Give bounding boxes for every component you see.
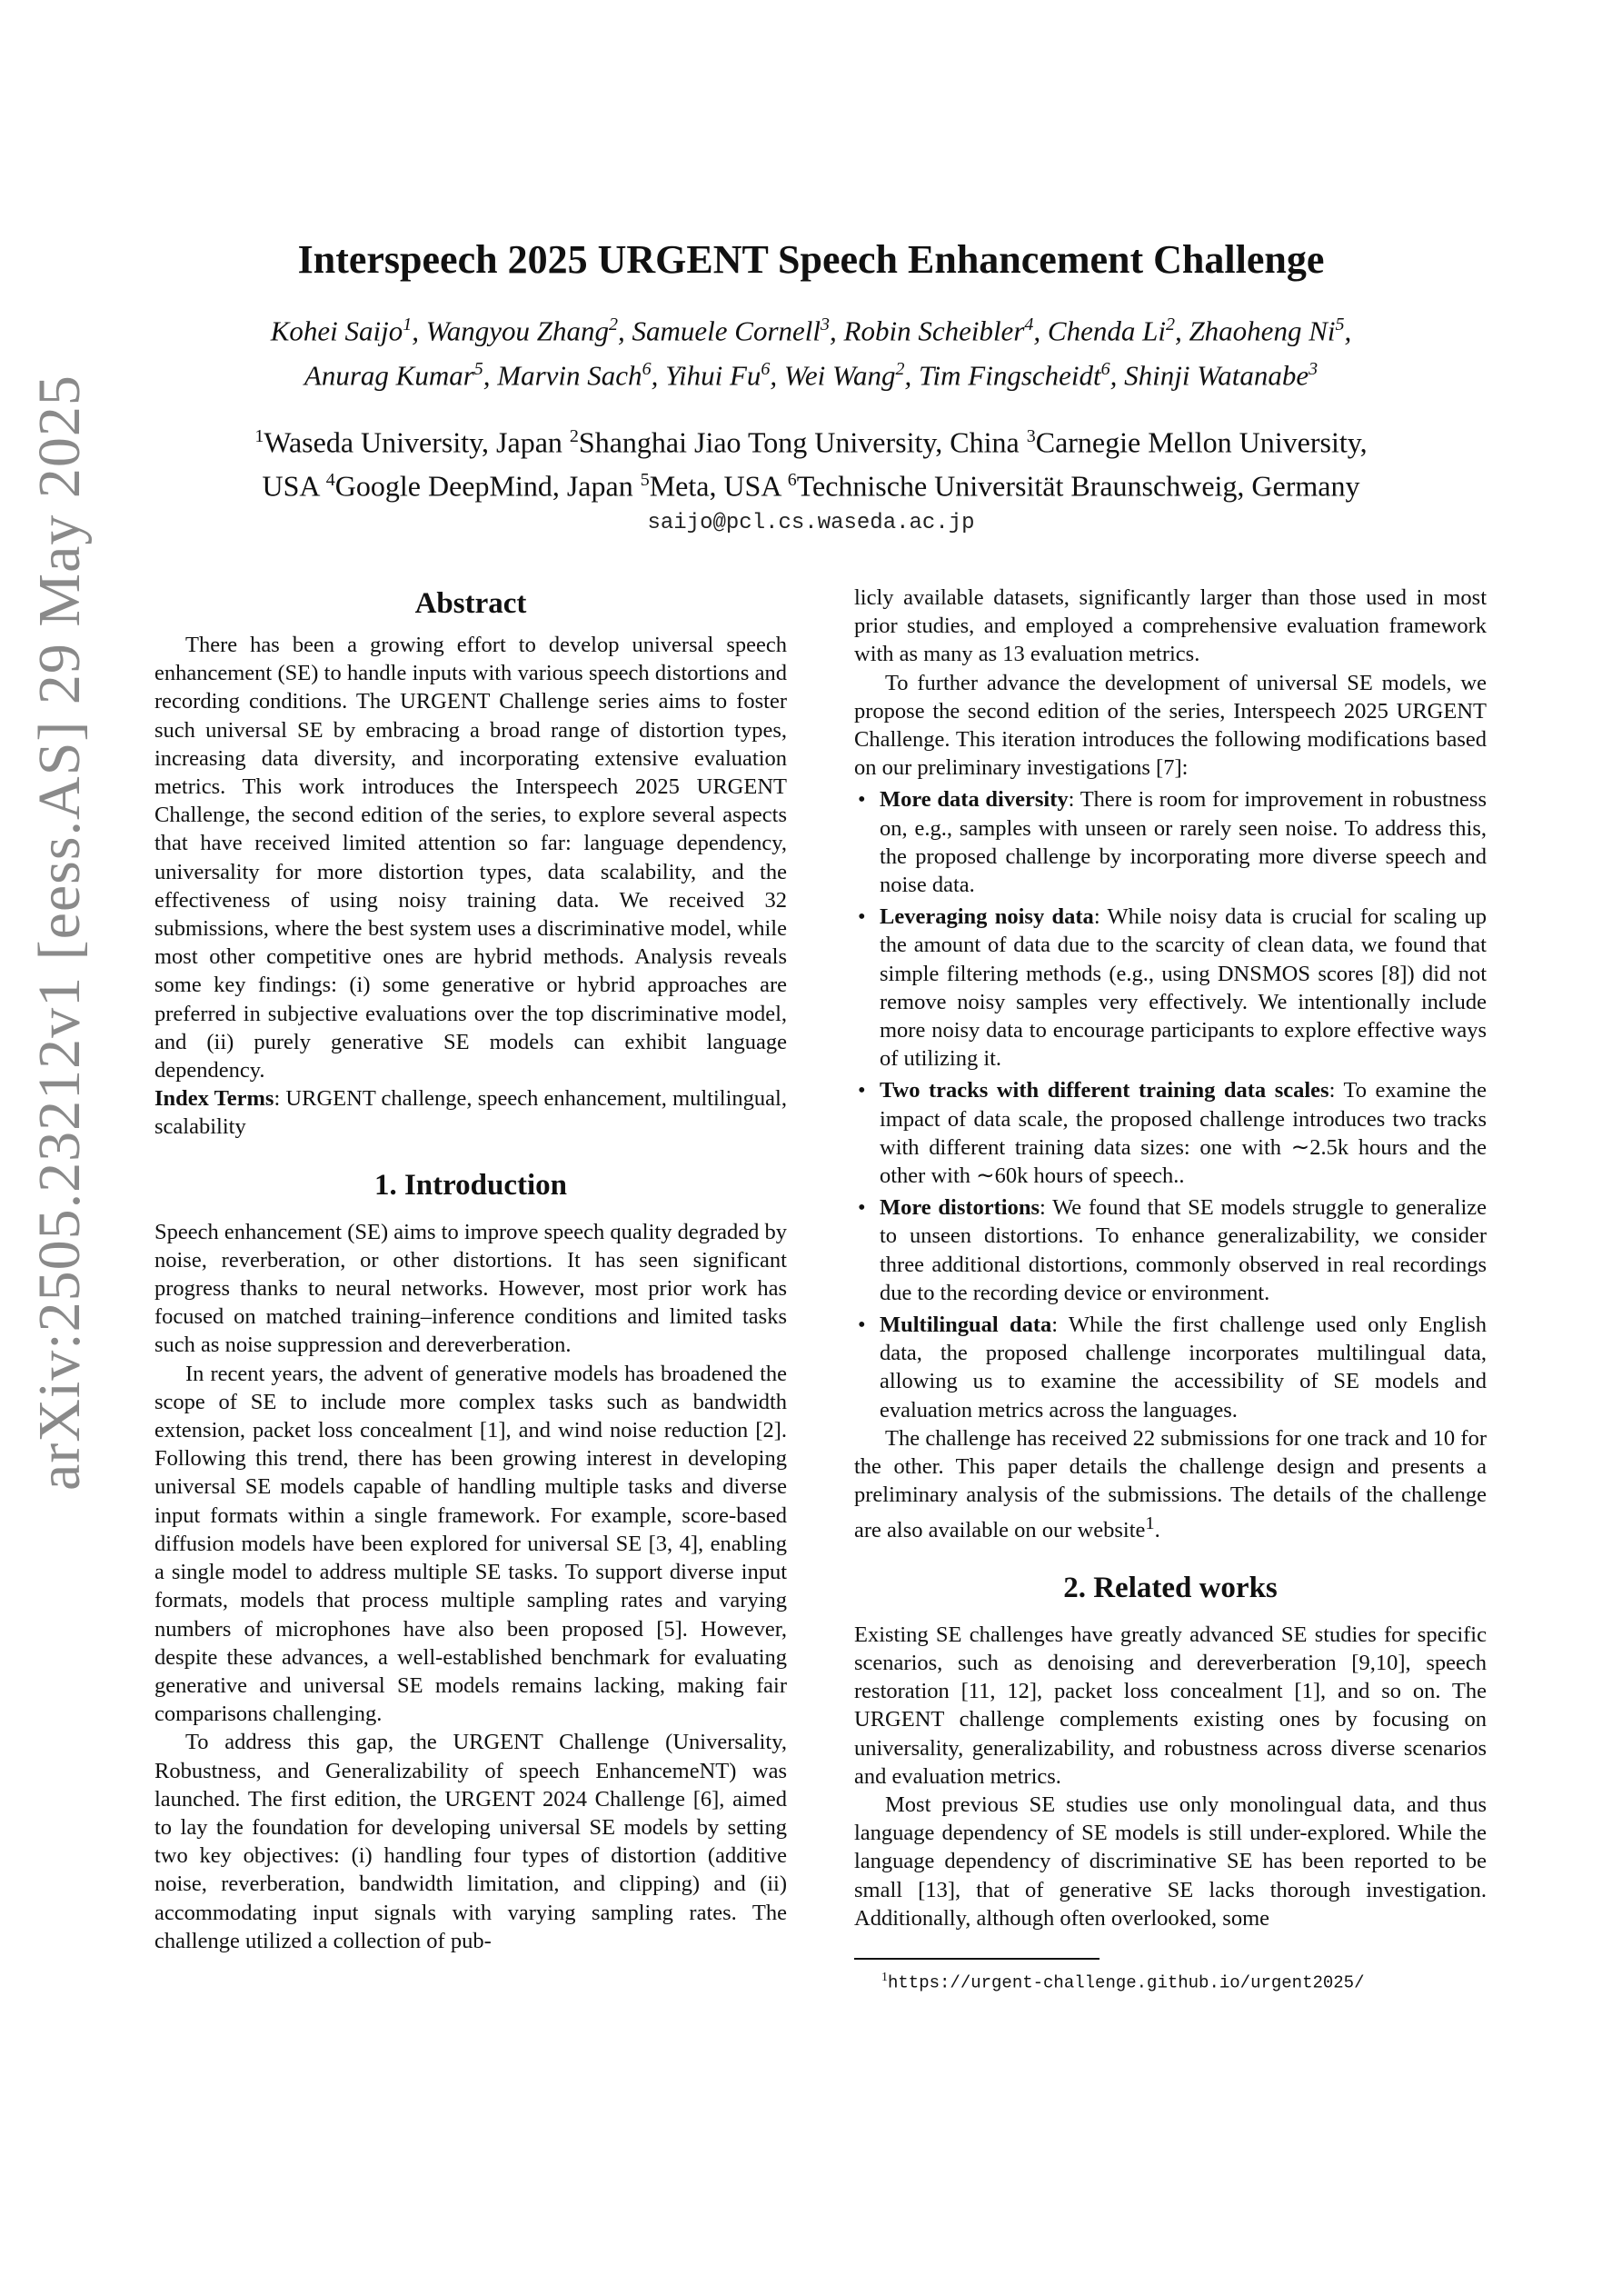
affiliation-mark: 6 <box>761 359 771 380</box>
affiliation-line-2: USA $^4$Google DeepMind, Japan $^5$Meta, USA $^6$Technische Universität Braunschweig, Germany <box>262 469 1360 503</box>
affiliation-3: Carnegie Mellon University, <box>1035 425 1368 459</box>
affiliation-6: Technische Universität Braunschweig, Germany <box>796 469 1360 503</box>
introduction-heading: 1. Introduction <box>373 1168 568 1202</box>
affiliation-mark: 3 <box>821 314 831 334</box>
author-name: Robin Scheibler <box>843 314 1025 347</box>
affiliation-5: Meta, USA <box>649 469 781 503</box>
index-terms <box>154 1084 787 1141</box>
author-name: Anurag Kumar <box>304 359 474 392</box>
intro-paragraph-2: In recent years, the advent of generative models has broadened the scope of SE to include more complex tasks such as bandwidth extension, packet loss concealment [1], and wind noise reduction [2]. Following this trend, there has been growing interest in developing universal SE models capable of handling multiple tasks and diverse input formats within a single framework. For example, score-based diffusion models have been explored for universal SE [3, 4], enabling a single model to address multiple SE tasks. To support diverse input formats, models that process multiple sampling rates and varying numbers of microphones have also been proposed [5]. However, despite these advances, a well-established benchmark for evaluating generative and universal SE models remains lacking, making fair comparisons challenging. <box>154 1361 787 1727</box>
right-column <box>854 584 1487 1993</box>
paper-header <box>136 235 1486 535</box>
contact-email: saijo@pcl.cs.waseda.ac.jp <box>647 510 975 535</box>
affiliation-mark: 2 <box>1165 314 1175 334</box>
intro-paragraph-5: The challenge has received 22 submissions for one track and 10 for the other. This paper details the challenge design and presents a preliminary analysis of the submissions. The details of the challenge are also available on our website$^1$. <box>854 1425 1487 1542</box>
index-terms-label: Index Terms <box>154 1086 274 1112</box>
affiliation-mark: 5 <box>1335 314 1345 334</box>
affiliation-mark: 1 <box>403 314 413 334</box>
paper-title: Interspeech 2025 URGENT Speech Enhancement Challenge <box>297 237 1325 282</box>
bullet-icon: • <box>858 904 866 930</box>
bullet-icon: • <box>858 1313 866 1338</box>
affiliation-mark: 6 <box>1100 359 1110 380</box>
related-works-heading: 2. Related works <box>1063 1571 1278 1604</box>
affiliation-line-1: $^1$Waseda University, Japan $^2$Shanghai Jiao Tong University, China $^3$Carnegie Mellon University, <box>254 425 1368 459</box>
abstract-body: There has been a growing effort to develop universal speech enhancement (SE) to handle inputs with various speech distortions and recording conditions. The URGENT Challenge series aims to foster such universal SE by embracing a broad range of distortion types, increasing data diversity, and incorporating extensive evaluation metrics. This work introduces the Interspeech 2025 URGENT Challenge, the second edition of the series, to explore several aspects that have received limited attention so far: language dependency, universality for more distortion types, data scalability, and the effectiveness of using noisy training data. We received 32 submissions, where the best system uses a discriminative model, while most other competitive ones are hybrid methods. Analysis reveals some key findings: (i) some generative or hybrid approaches are preferred in subjective evaluations over the top discriminative model, and (ii) purely generative SE models can exhibit language dependency. <box>154 633 787 1083</box>
footnote-mark: 1 <box>1145 1512 1155 1533</box>
intro-paragraph-3-continued: licly available datasets, significantly larger than those used in most prior studies, and employed a comprehensive evaluation framework with as many as 13 evaluation metrics. <box>854 585 1487 667</box>
list-item: • Two tracks with different training data scales: To examine the impact of data scale, the proposed challenge introduces two tracks with different training data sizes: one with ∼2.5k hours and the other with ∼60k hours of speech.. <box>858 1078 1488 1189</box>
intro-paragraph-1: Speech enhancement (SE) aims to improve speech quality degraded by noise, reverberation, or other distortions. It has seen significant progress thanks to neural networks. However, most prior work has focused on matched training–inference conditions and limited tasks such as noise suppression and dereverberation. <box>154 1219 787 1358</box>
author-name: Zhaoheng Ni <box>1189 314 1336 347</box>
abstract-heading: Abstract <box>414 587 527 620</box>
bullet-icon: • <box>858 787 866 813</box>
affiliation-mark: 2 <box>895 359 905 380</box>
affiliation-mark: 3 <box>1309 359 1318 380</box>
author-name: Marvin Sach <box>497 359 642 392</box>
intro-paragraph-4: To further advance the development of universal SE models, we propose the second edition of the series, Interspeech 2025 URGENT Challenge. This iteration introduces the following modifications based on our preliminary investigations [7]: <box>854 670 1487 781</box>
author-name: Yihui Fu <box>665 359 761 392</box>
author-name: Tim Fingscheidt <box>919 359 1101 392</box>
author-name: Samuele Cornell <box>632 314 821 347</box>
intro-paragraph-3: To address this gap, the URGENT Challenge (Universality, Robustness, and Generalizability of speech EnhancemeNT) was launched. The first edition, the URGENT 2024 Challenge [6], aimed to lay the foundation for developing universal SE models by setting two key objectives: (i) handling four types of distortion (additive noise, reverberation, bandwidth limitation, and clipping) and (ii) accommodating input signals with varying sampling rates. The challenge utilized a collection of pub- <box>154 1730 787 1953</box>
arxiv-identifier-stamp: arXiv:2505.23212v1 [eess.AS] 29 May 2025 <box>26 374 93 1491</box>
list-item: • Multilingual data: While the first challenge used only English data, the proposed challenge incorporates multilingual data, allowing us to examine the accessibility of SE models and evaluation metrics across the languages. <box>858 1313 1487 1423</box>
bullet-icon: • <box>858 1195 866 1221</box>
footnote-url[interactable]: https://urgent-challenge.github.io/urgent2025/ <box>888 1972 1365 1993</box>
modification-list <box>854 785 1487 1423</box>
author-name: Wei Wang <box>783 359 896 392</box>
author-line-2: Anurag Kumar$^5$, Marvin Sach$^6$, Yihui Fu$^6$, Wei Wang$^2$, Tim Fingscheidt$^6$, Shinji Watanabe$^3$ <box>304 359 1318 392</box>
index-terms-text: : URGENT challenge, speech enhancement, multilingual, scalability <box>154 1086 787 1140</box>
affiliation-4: Google DeepMind, Japan <box>334 469 633 503</box>
footnote-divider <box>854 1958 1100 1960</box>
affiliation-2: Shanghai Jiao Tong University, China <box>578 425 1020 459</box>
affiliation-list <box>136 417 1486 505</box>
affiliation-mark: 2 <box>609 314 619 334</box>
affiliation-3-country: USA <box>262 469 319 503</box>
list-item: • More data diversity: There is room for improvement in robustness on, e.g., samples with unseen or rarely seen noise. To address this, the proposed challenge by incorporating more diverse speech and noise data. <box>858 787 1487 898</box>
list-item: • More distortions: We found that SE models struggle to generalize to unseen distortions. To enhance generalizability, we consider three additional distortions, commonly observed in real recordings due to the recording device or environment. <box>858 1195 1488 1305</box>
affiliation-mark: 4 <box>1024 314 1034 334</box>
author-name: Wangyou Zhang <box>425 314 610 347</box>
author-name: Kohei Saijo <box>270 314 403 347</box>
list-item: • Leveraging noisy data: While noisy data is crucial for scaling up the amount of data due to the scarcity of clean data, we found that simple filtering methods (e.g., using DNSMOS scores [8]) did not remove noisy samples very effectively. We intentionally include more noisy data to encourage participants to explore effective ways of utilizing it. <box>858 904 1487 1072</box>
affiliation-mark: 5 <box>473 359 483 380</box>
affiliation-1: Waseda University, Japan <box>264 425 562 459</box>
footnote: $^1$https://urgent-challenge.github.io/urgent2025/ <box>881 1971 1365 1993</box>
author-name: Shinji Watanabe <box>1124 359 1309 392</box>
left-column <box>154 584 787 1955</box>
affiliation-mark: 6 <box>642 359 652 380</box>
related-paragraph-1: Existing SE challenges have greatly advanced SE studies for specific scenarios, such as denoising and dereverberation [9,10], speech restoration [11, 12], packet loss concealment [1], and so on. The URGENT challenge complements existing ones by focusing on universality, generalizability, and robustness across diverse scenarios and evaluation metrics. <box>854 1622 1487 1789</box>
author-name: Chenda Li <box>1047 314 1166 347</box>
author-line-1: Kohei Saijo$^1$, Wangyou Zhang$^2$, Samuele Cornell$^3$, Robin Scheibler$^4$, Chenda Li$^2$, Zhaoheng Ni$^5$, <box>270 314 1352 347</box>
bullet-icon: • <box>858 1078 866 1103</box>
author-list <box>136 305 1486 395</box>
related-paragraph-2: Most previous SE studies use only monolingual data, and thus language dependency of SE models is still under-explored. While the language dependency of discriminative SE has been reported to be small [13], that of generative SE lacks thorough investigation. Additionally, although often overlooked, some <box>854 1792 1487 1931</box>
